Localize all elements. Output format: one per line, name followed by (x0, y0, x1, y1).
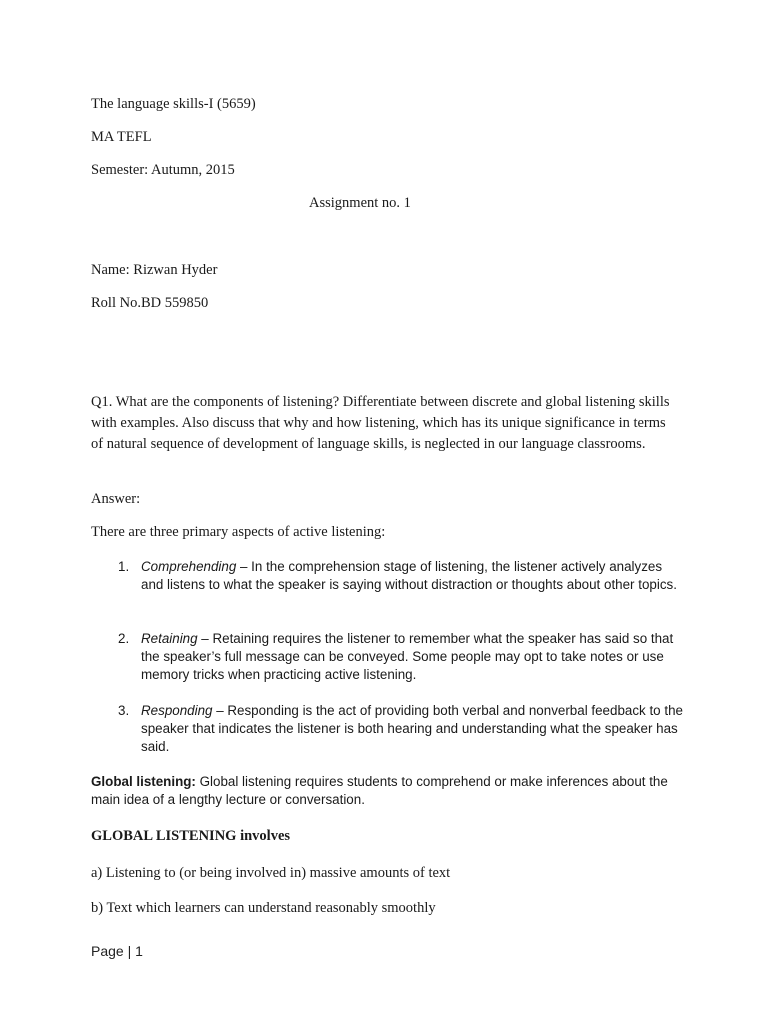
aspect-term: Responding (141, 703, 213, 718)
list-number: 3. (118, 703, 130, 718)
point-b: b) Text which learners can understand reasonably smoothly (91, 900, 436, 916)
list-item-text (141, 558, 686, 594)
intro-line: There are three primary aspects of active listening: (91, 524, 386, 540)
global-listening-heading: GLOBAL LISTENING involves (91, 828, 291, 844)
student-name: Name: Rizwan Hyder (91, 262, 218, 278)
list-item-text (141, 630, 686, 684)
global-listening-label: Global listening: (91, 774, 196, 789)
global-listening-text: Global listening requires students to comprehend or make inferences about the main idea of a lengthy lecture or conversation. (91, 774, 668, 807)
list-number: 1. (118, 559, 130, 574)
global-listening-paragraph (91, 773, 681, 809)
list-number: 2. (118, 631, 130, 646)
page-number-footer: Page | 1 (91, 943, 143, 959)
aspect-description: – Responding is the act of providing both verbal and nonverbal feedback to the speaker that indicates the listener is both hearing and understanding what the speaker has said. (141, 703, 683, 754)
point-a: a) Listening to (or being involved in) massive amounts of text (91, 865, 451, 881)
question-paragraph: Q1. What are the components of listening? Differentiate between discrete and global listening skills with examples. Also discuss that why and how listening, which has its unique significance in terms of natural sequence of development of language skills, is neglected in our language classrooms. (91, 394, 670, 452)
aspect-description: – Retaining requires the listener to remember what the speaker has said so that the speaker’s full message can be conveyed. Some people may opt to take notes or use memory tricks when practicing active listening. (141, 631, 674, 682)
aspect-term: Comprehending (141, 559, 237, 574)
semester-line: Semester: Autumn, 2015 (91, 162, 235, 178)
roll-number: Roll No.BD 559850 (91, 295, 209, 311)
aspect-description: – In the comprehension stage of listening, the listener actively analyzes and listens to what the speaker is saying without distraction or thoughts about other topics. (141, 559, 677, 592)
answer-label: Answer: (91, 491, 141, 507)
aspect-term: Retaining (141, 631, 198, 646)
course-title: The language skills-I (5659) (91, 96, 256, 112)
program-line: MA TEFL (91, 129, 152, 145)
list-item-text (141, 702, 686, 756)
assignment-heading: Assignment no. 1 (309, 195, 411, 211)
